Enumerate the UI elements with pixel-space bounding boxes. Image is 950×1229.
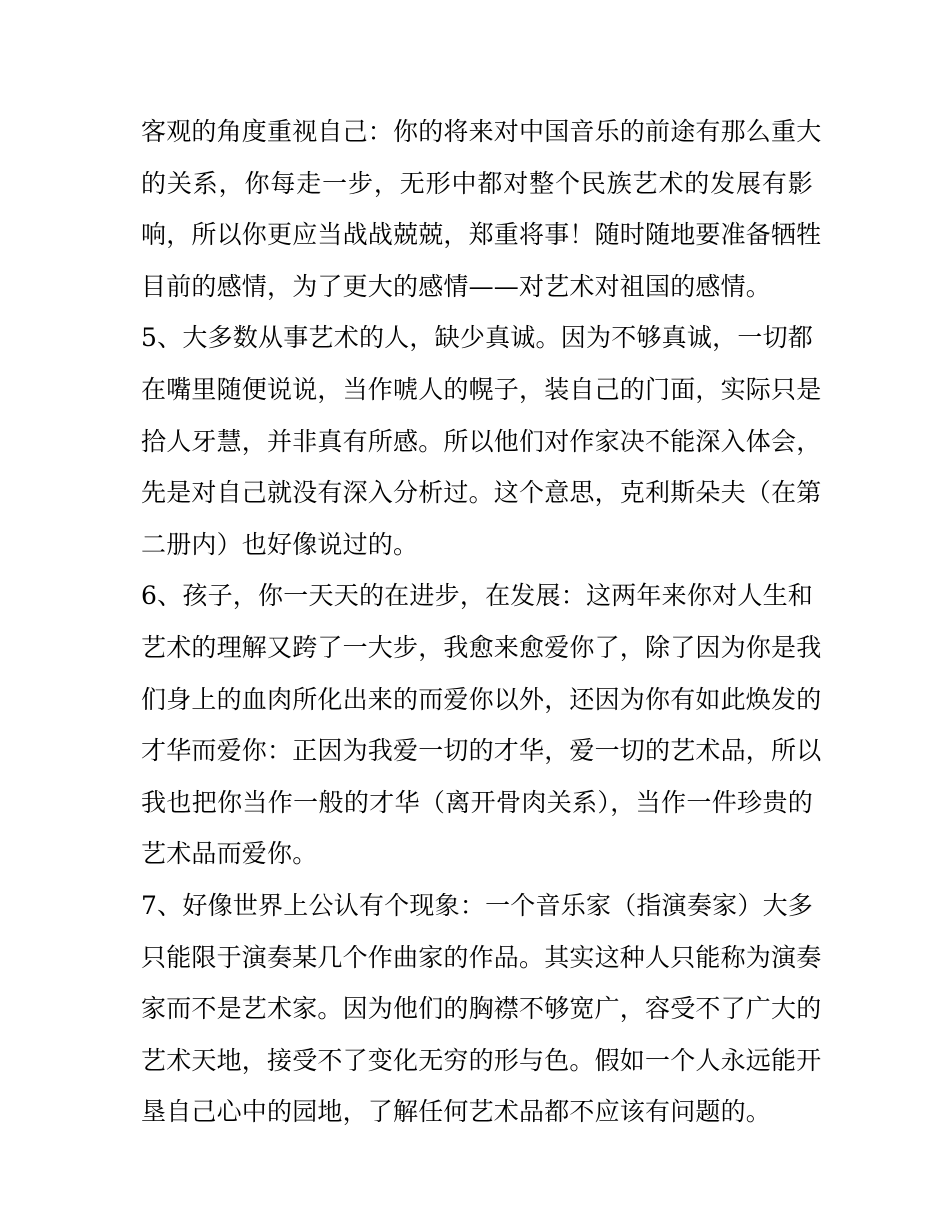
text-line: 二册内）也好像说过的。 [141, 529, 419, 559]
text-line: 先是对自己就没有深入分析过。这个意思，克利斯朵夫（在第 [141, 478, 822, 508]
text-line: 6、孩子，你一天天的在进步，在发展：这两年来你对人生和 [141, 581, 813, 611]
text-line: 7、好像世界上公认有个现象：一个音乐家（指演奏家）大多 [141, 890, 813, 920]
text-line: 只能限于演奏某几个作曲家的作品。其实这种人只能称为演奏 [141, 942, 822, 972]
text-line: 艺术天地，接受不了变化无穷的形与色。假如一个人永远能开 [141, 1045, 822, 1075]
text-line: 在嘴里随便说说，当作唬人的幌子，装自己的门面，实际只是 [141, 374, 822, 404]
text-line: 目前的感情，为了更大的感情——对艺术对祖国的感情。 [141, 271, 772, 301]
text-line: 才华而爱你：正因为我爱一切的才华，爱一切的艺术品，所以 [141, 736, 822, 766]
body-text [141, 106, 822, 1138]
text-line: 的关系，你每走一步，无形中都对整个民族艺术的发展有影 [141, 168, 813, 198]
text-line: 5、大多数从事艺术的人，缺少真诚。因为不够真诚，一切都 [141, 323, 813, 353]
text-line: 艺术的理解又跨了一大步，我愈来愈爱你了，除了因为你是我 [141, 632, 822, 662]
text-line: 垦自己心中的园地，了解任何艺术品都不应该有问题的。 [141, 1097, 772, 1127]
text-line: 艺术品而爱你。 [141, 839, 318, 869]
text-line: 家而不是艺术家。因为他们的胸襟不够宽广，容受不了广大的 [141, 994, 822, 1024]
text-line: 我也把你当作一般的才华（离开骨肉关系），当作一件珍贵的 [141, 787, 813, 817]
text-line: 们身上的血肉所化出来的而爱你以外，还因为你有如此焕发的 [141, 684, 822, 714]
text-line: 响，所以你更应当战战兢兢，郑重将事！随时随地要准备牺牲 [141, 220, 822, 250]
text-line: 拾人牙慧，并非真有所感。所以他们对作家决不能深入体会， [141, 426, 822, 456]
text-line: 客观的角度重视自己：你的将来对中国音乐的前途有那么重大 [141, 117, 822, 146]
